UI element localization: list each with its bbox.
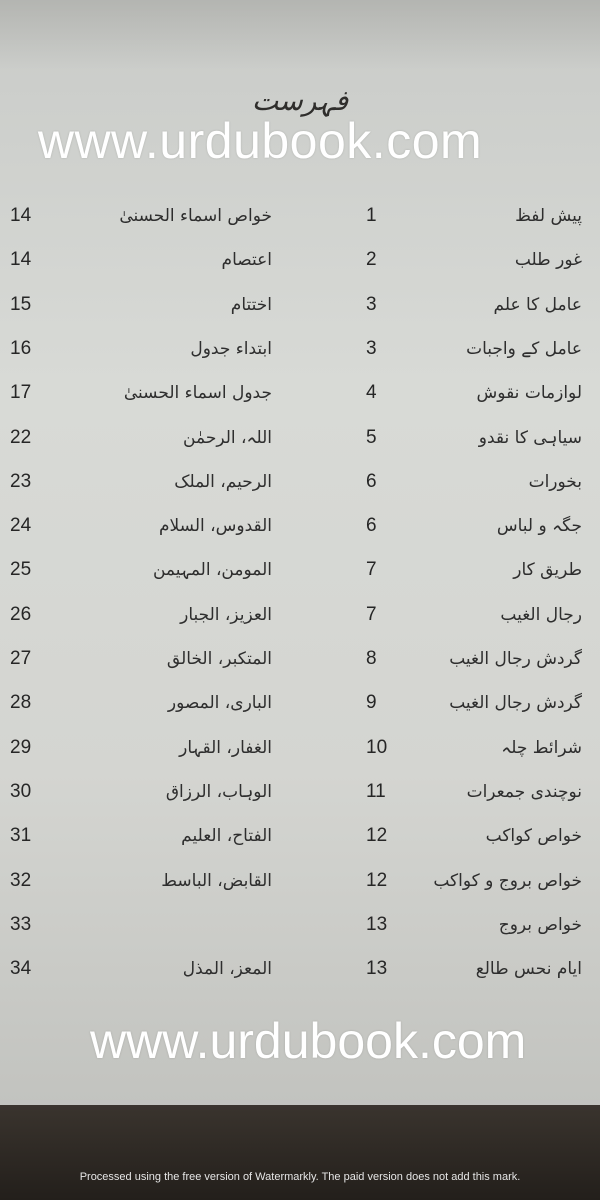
toc-row: [0, 240, 600, 280]
toc-row: [0, 816, 600, 856]
left-page-number: 25: [10, 559, 32, 581]
left-entry-title: خواص اسماء الحسنیٰ: [119, 206, 272, 226]
page-title: فہرست: [251, 84, 349, 117]
left-page-number: 32: [10, 869, 32, 891]
left-page-number: 14: [10, 205, 32, 226]
right-page-number: 10: [366, 736, 388, 758]
right-page-number: 3: [366, 293, 377, 315]
toc-row: [0, 462, 600, 502]
right-entry-title: لوازمات نقوش: [476, 383, 582, 404]
left-entry-title: المعز، المذل: [182, 959, 272, 980]
toc-row: [0, 905, 600, 945]
right-page-number: 12: [366, 825, 388, 847]
left-page-number: 34: [10, 958, 32, 980]
left-page-number: 27: [10, 648, 32, 669]
left-entry-title: الرحیم، الملک: [174, 471, 272, 492]
left-page-number: 33: [10, 913, 32, 935]
left-entry-title: المتکبر، الخالق: [166, 649, 272, 669]
left-entry-title: المومن، المہیمن: [152, 560, 272, 581]
right-entry-title: جگہ و لباس: [496, 516, 582, 537]
right-entry-title: نوچندی جمعرات: [466, 781, 582, 802]
watermark-bottom: www.urdubook.com: [90, 1013, 527, 1069]
right-entry-title: غور طلب: [514, 250, 582, 271]
left-page-number: 28: [10, 692, 32, 714]
toc-row: [0, 373, 600, 413]
toc-row: [0, 595, 600, 635]
right-page-number: 13: [366, 958, 388, 980]
toc-row: [0, 683, 600, 723]
right-entry-title: ایام نحس طالع: [475, 959, 582, 980]
right-page-number: 6: [366, 470, 377, 492]
right-page-number: 3: [366, 337, 377, 359]
right-page-number: 12: [366, 869, 388, 891]
left-entry-title: الفتاح، العلیم: [181, 826, 272, 847]
right-page-number: 6: [366, 515, 377, 537]
right-page-number: 13: [366, 913, 388, 935]
left-page-number: 17: [10, 382, 32, 404]
right-page-number: 11: [366, 780, 386, 802]
toc-row: [0, 861, 600, 901]
right-page-number: 7: [366, 559, 377, 581]
left-entry-title: اعتصام: [221, 250, 272, 271]
left-page-number: 26: [10, 603, 32, 625]
right-entry-title: طریق کار: [513, 560, 582, 581]
left-entry-title: ابتداء جدول: [190, 338, 272, 359]
toc-row: [0, 550, 600, 590]
left-entry-title: جدول اسماء الحسنیٰ: [123, 383, 272, 404]
right-entry-title: خواص بروج و کواکب: [433, 870, 582, 891]
left-page-number: 15: [10, 293, 32, 315]
right-entry-title: عامل کا علم: [493, 294, 582, 315]
toc-row: [0, 285, 600, 325]
right-page-number: 8: [366, 648, 377, 669]
left-entry-title: الباری، المصور: [167, 693, 272, 714]
left-page-number: 24: [10, 515, 32, 537]
right-page-number: 2: [366, 249, 377, 271]
right-entry-title: عامل کے واجبات: [466, 338, 582, 359]
toc-row: [0, 728, 600, 768]
toc-row: [0, 196, 600, 236]
page-shadow: [0, 0, 600, 70]
right-page-number: 9: [366, 692, 377, 714]
left-entry-title: [72, 905, 272, 945]
left-entry-title: العزیز، الجبار: [180, 604, 272, 625]
left-page-number: 29: [10, 736, 32, 758]
right-entry-title: سیاہی کا نقدو: [478, 427, 582, 448]
left-page-number: 16: [10, 337, 32, 359]
toc-row: [0, 949, 600, 989]
left-entry-title: الوہاب، الرزاق: [165, 781, 272, 802]
left-page-number: 31: [10, 825, 32, 847]
right-page-number: 7: [366, 603, 377, 625]
right-entry-title: پیش لفظ: [515, 206, 582, 226]
watermarkly-notice: Processed using the free version of Watermarkly. The paid version does not add this mark.: [79, 1171, 521, 1183]
toc-row: [0, 772, 600, 812]
left-entry-title: القدوس، السلام: [158, 516, 272, 537]
left-page-number: 23: [10, 470, 32, 492]
toc-row: [0, 418, 600, 458]
left-entry-title: اللہ، الرحمٰن: [183, 427, 272, 448]
left-page-number: 22: [10, 426, 32, 448]
right-page-number: 5: [366, 426, 377, 448]
watermark-top: www.urdubook.com: [37, 113, 483, 169]
toc-row: [0, 329, 600, 369]
left-page-number: 30: [10, 780, 32, 802]
right-entry-title: خواص کواکب: [485, 826, 582, 847]
right-entry-title: گردش رجال الغیب: [449, 649, 582, 669]
left-entry-title: القابض، الباسط: [161, 870, 272, 891]
left-entry-title: الغفار، القہار: [179, 737, 272, 758]
right-entry-title: بخورات: [528, 471, 582, 492]
right-entry-title: گردش رجال الغیب: [449, 693, 582, 714]
right-entry-title: خواص بروج: [498, 914, 582, 935]
left-entry-title: اختتام: [230, 294, 272, 315]
right-entry-title: رجال الغیب: [500, 604, 582, 625]
right-entry-title: شرائط چلہ: [501, 737, 582, 758]
toc-row: [0, 639, 600, 679]
right-page-number: 4: [366, 382, 377, 404]
right-page-number: 1: [366, 205, 377, 226]
toc-row: [0, 506, 600, 546]
left-page-number: 14: [10, 249, 32, 271]
